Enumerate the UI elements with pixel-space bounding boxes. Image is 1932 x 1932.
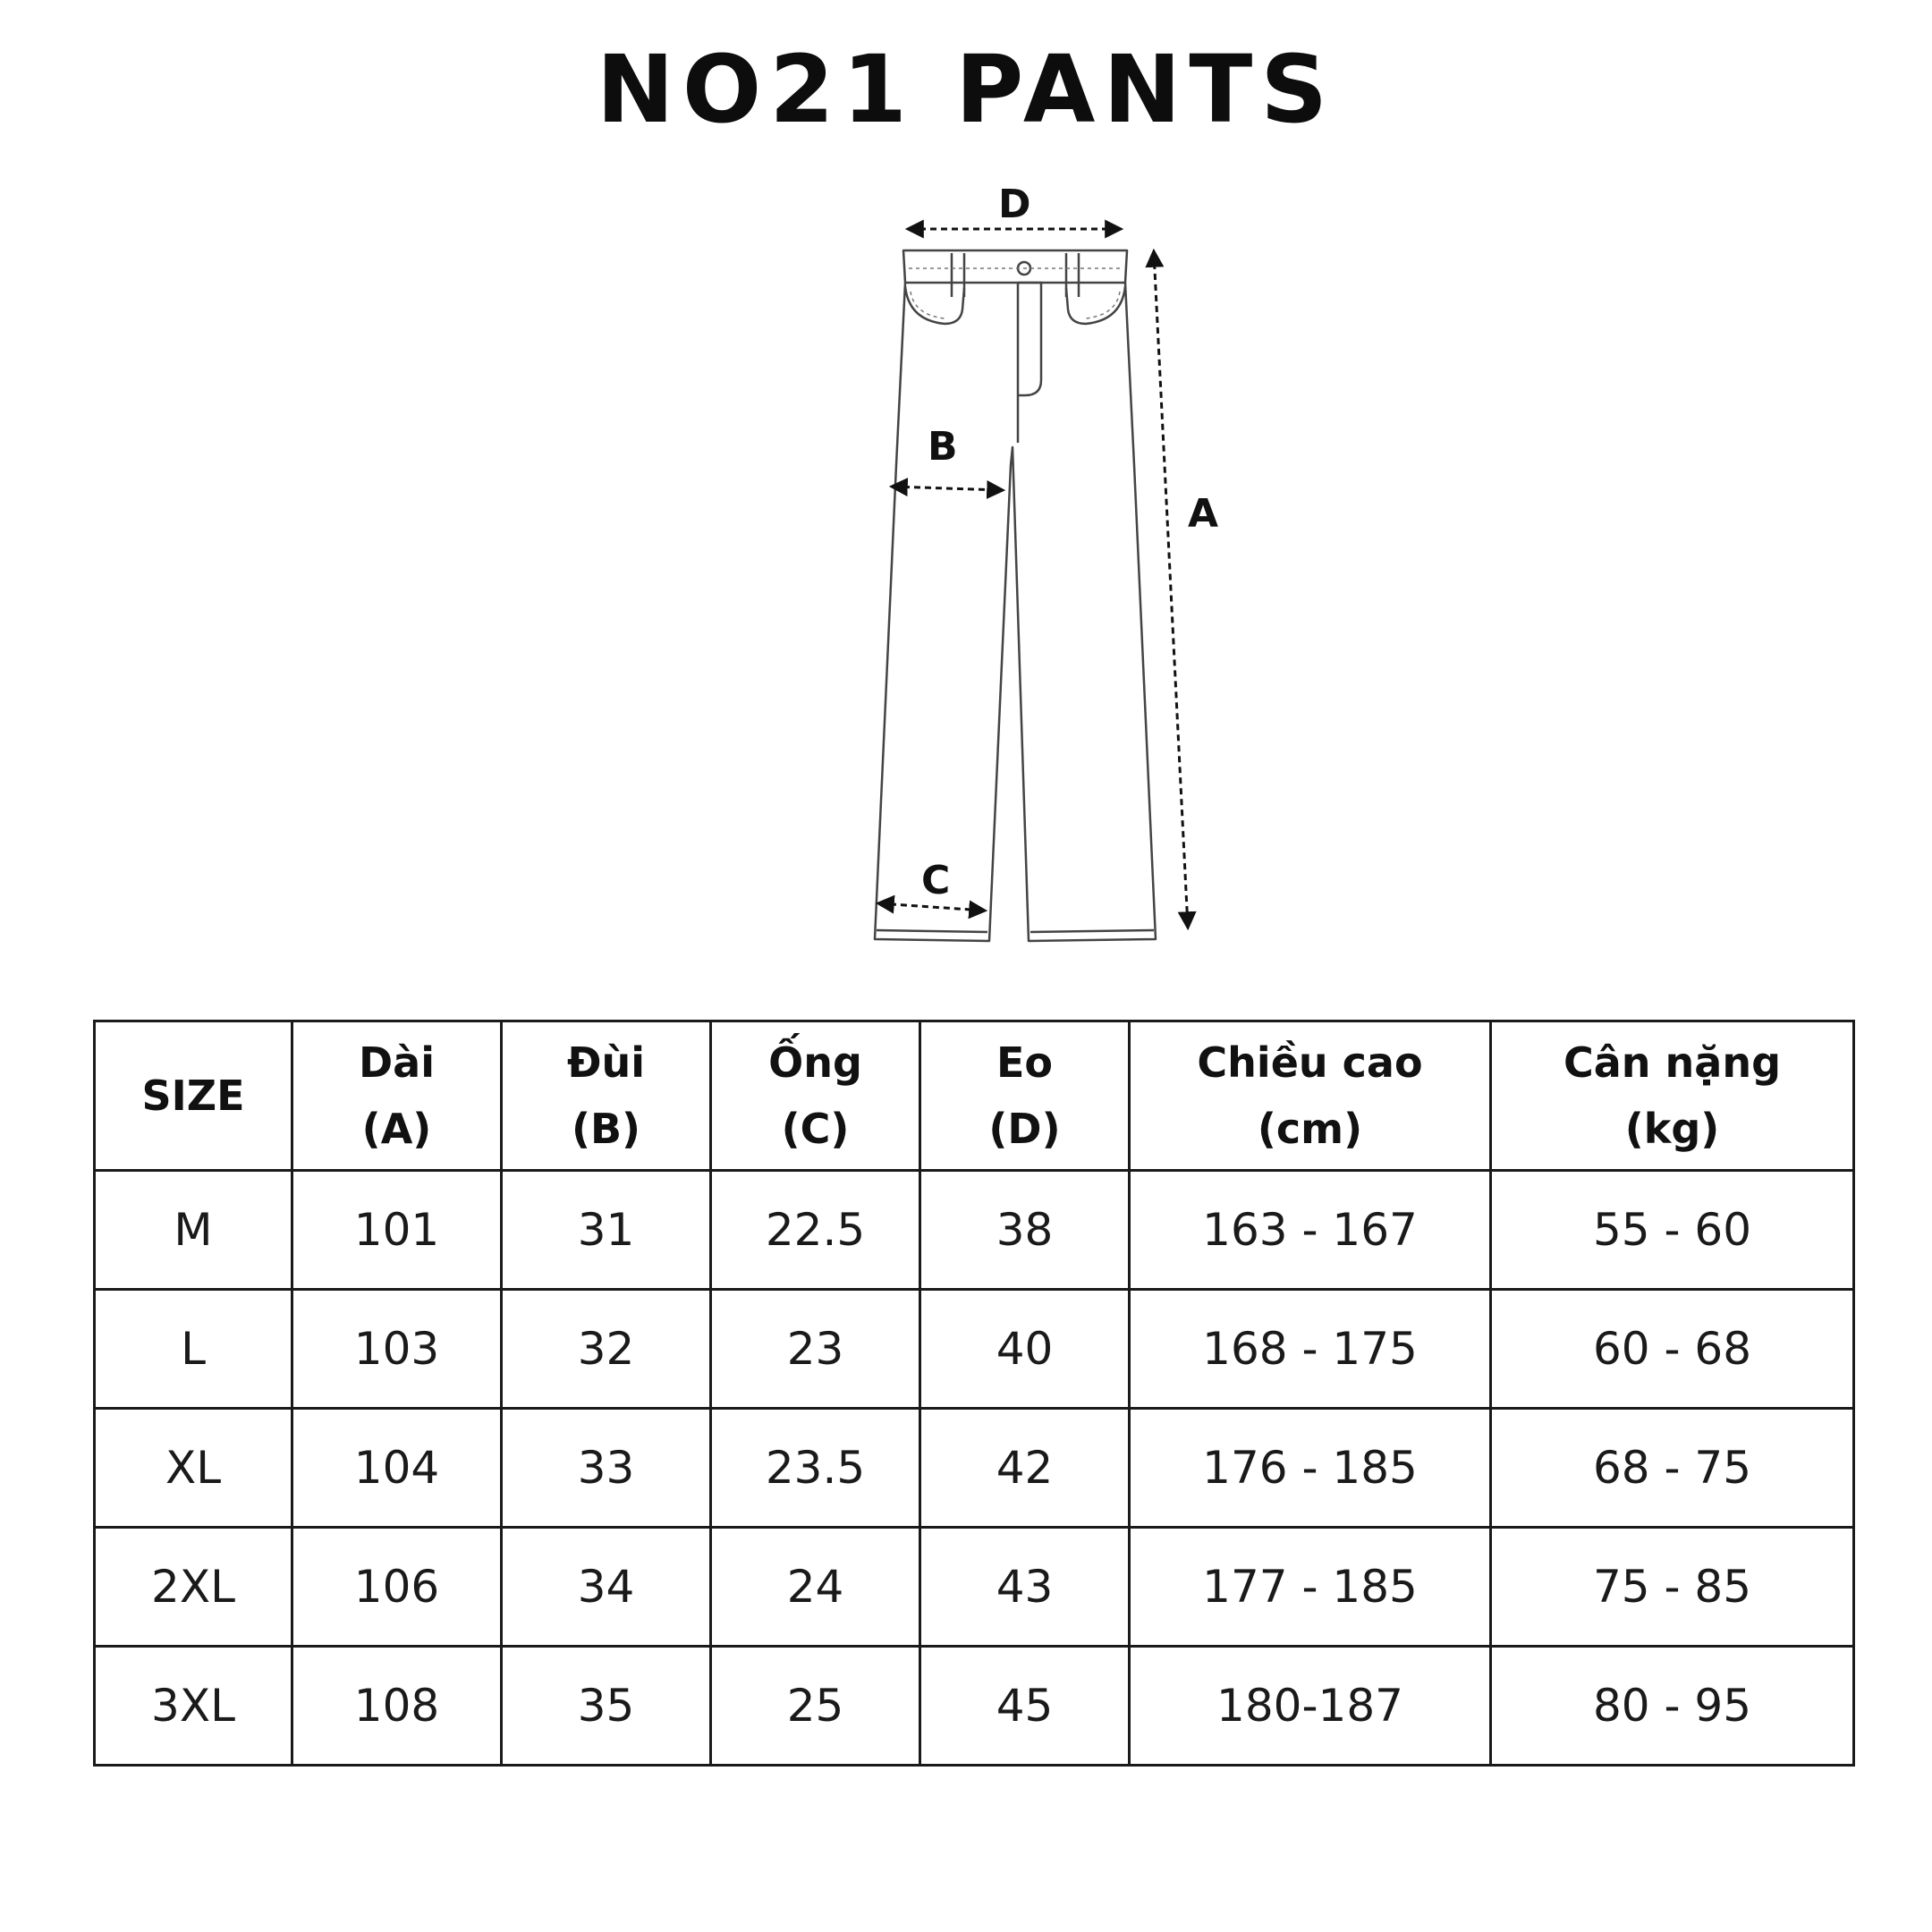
- cell-size: 3XL: [95, 1647, 292, 1766]
- header-thigh: Đùi (B): [502, 1021, 711, 1171]
- header-length: Dài (A): [292, 1021, 502, 1171]
- header-waist: Eo (D): [920, 1021, 1130, 1171]
- page-title: NO21 PANTS: [596, 35, 1336, 144]
- cell-weight: 80 - 95: [1491, 1647, 1854, 1766]
- cell-length: 108: [292, 1647, 502, 1766]
- cell-weight: 68 - 75: [1491, 1409, 1854, 1528]
- cell-size: 2XL: [95, 1528, 292, 1647]
- cell-size: M: [95, 1171, 292, 1290]
- table-row: [95, 1171, 1854, 1290]
- cell-height: 180-187: [1130, 1647, 1491, 1766]
- table-row: [95, 1409, 1854, 1528]
- header-height: Chiều cao (cm): [1130, 1021, 1491, 1171]
- measure-label-a: A: [1188, 491, 1219, 537]
- cell-length: 103: [292, 1290, 502, 1409]
- cell-weight: 60 - 68: [1491, 1290, 1854, 1409]
- measure-label-d: D: [998, 182, 1031, 227]
- cell-leg-opening: 25: [711, 1647, 920, 1766]
- cell-weight: 75 - 85: [1491, 1528, 1854, 1647]
- cell-height: 163 - 167: [1130, 1171, 1491, 1290]
- cell-waist: 43: [920, 1528, 1130, 1647]
- measure-label-c: C: [921, 858, 951, 903]
- cell-height: 177 - 185: [1130, 1528, 1491, 1647]
- size-chart-table: [93, 1020, 1855, 1767]
- cell-leg-opening: 24: [711, 1528, 920, 1647]
- cell-size: L: [95, 1290, 292, 1409]
- header-size: SIZE: [95, 1021, 292, 1171]
- measure-label-b: B: [928, 424, 958, 470]
- cell-length: 104: [292, 1409, 502, 1528]
- cell-thigh: 31: [502, 1171, 711, 1290]
- table-row: [95, 1290, 1854, 1409]
- cell-leg-opening: 23.5: [711, 1409, 920, 1528]
- cell-thigh: 32: [502, 1290, 711, 1409]
- cell-height: 168 - 175: [1130, 1290, 1491, 1409]
- cell-waist: 38: [920, 1171, 1130, 1290]
- cell-waist: 45: [920, 1647, 1130, 1766]
- cell-height: 176 - 185: [1130, 1409, 1491, 1528]
- header-leg-opening: Ống (C): [711, 1021, 920, 1171]
- cell-size: XL: [95, 1409, 292, 1528]
- header-weight: Cân nặng (kg): [1491, 1021, 1854, 1171]
- cell-thigh: 35: [502, 1647, 711, 1766]
- cell-thigh: 34: [502, 1528, 711, 1647]
- table-row: [95, 1647, 1854, 1766]
- cell-leg-opening: 22.5: [711, 1171, 920, 1290]
- cell-weight: 55 - 60: [1491, 1171, 1854, 1290]
- cell-waist: 40: [920, 1290, 1130, 1409]
- cell-waist: 42: [920, 1409, 1130, 1528]
- table-header-row: [95, 1021, 1854, 1171]
- cell-leg-opening: 23: [711, 1290, 920, 1409]
- cell-length: 101: [292, 1171, 502, 1290]
- table-row: [95, 1528, 1854, 1647]
- cell-thigh: 33: [502, 1409, 711, 1528]
- cell-length: 106: [292, 1528, 502, 1647]
